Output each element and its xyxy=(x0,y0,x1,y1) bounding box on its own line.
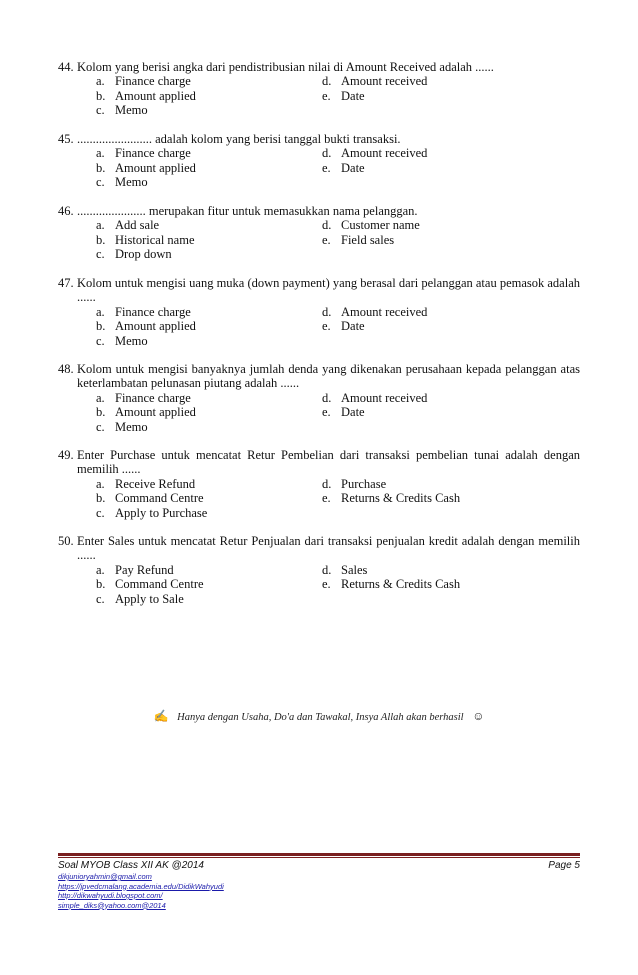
footer-link-academia[interactable]: https://jpvedcmalang.academia.edu/DidikWahyudi xyxy=(58,881,224,891)
option-c: c. Memo xyxy=(96,419,148,434)
option-a: a. Finance charge xyxy=(96,304,191,319)
option-d: d. Amount received xyxy=(322,146,428,161)
question-number: 47. xyxy=(58,276,74,290)
option-a: a. Finance charge xyxy=(96,146,191,161)
option-d: d. Customer name xyxy=(322,218,420,233)
option-b: b. Amount applied xyxy=(96,160,196,175)
footer-divider xyxy=(58,853,580,856)
question-number: 48. xyxy=(58,362,74,376)
answer-options xyxy=(96,218,580,261)
option-a: a. Finance charge xyxy=(96,390,191,405)
option-b: b. Amount applied xyxy=(96,88,196,103)
option-c: c. Memo xyxy=(96,103,148,118)
question-text: Kolom yang berisi angka dari pendistribusian nilai di Amount Received adalah ...... xyxy=(77,60,494,74)
option-c: c. Memo xyxy=(96,333,148,348)
option-d: d. Amount received xyxy=(322,304,428,319)
question-stem xyxy=(58,132,580,146)
question-stem xyxy=(58,534,580,563)
option-e: e. Date xyxy=(322,405,365,420)
question-46 xyxy=(58,204,580,262)
question-50 xyxy=(58,534,580,606)
answer-options xyxy=(96,74,580,117)
option-c: c. Memo xyxy=(96,175,148,190)
question-text: ........................ adalah kolom yang berisi tanggal bukti transaksi. xyxy=(77,132,401,146)
question-48 xyxy=(58,362,580,434)
question-45 xyxy=(58,132,580,190)
option-d: d. Purchase xyxy=(322,476,387,491)
question-stem xyxy=(58,276,580,305)
question-stem xyxy=(58,362,580,391)
option-e: e. Date xyxy=(322,319,365,334)
question-stem xyxy=(58,448,580,477)
answer-options xyxy=(96,146,580,189)
answer-options xyxy=(96,477,580,520)
question-number: 45. xyxy=(58,132,74,146)
option-c: c. Apply to Purchase xyxy=(96,505,208,520)
option-b: b. Amount applied xyxy=(96,405,196,420)
option-e: e. Date xyxy=(322,160,365,175)
question-number: 46. xyxy=(58,204,74,218)
question-text: ...................... merupakan fitur untuk memasukkan nama pelanggan. xyxy=(77,204,418,218)
closing-note xyxy=(0,709,638,724)
answer-options xyxy=(96,563,580,606)
option-b: b. Historical name xyxy=(96,232,195,247)
footer-link-email[interactable]: dikjunioryahmin@gmail.com xyxy=(58,872,152,881)
footer-divider-thin xyxy=(58,857,580,858)
footer-link-blog[interactable]: http://dikwahyudi.blogspot.com/ xyxy=(58,891,163,900)
question-text: Enter Purchase untuk mencatat Retur Pembelian dari transaksi pembelian tunai adalah dengan memilih ...... xyxy=(77,448,580,477)
question-number: 44. xyxy=(58,60,74,74)
question-number: 50. xyxy=(58,534,74,548)
option-b: b. Amount applied xyxy=(96,319,196,334)
question-text: Kolom untuk mengisi banyaknya jumlah denda yang dikenakan perusahaan kepada pelanggan atas keterlambatan pelunasan piutang adalah ...... xyxy=(77,362,580,391)
question-stem xyxy=(58,60,580,74)
footer-link-yahoo[interactable]: simple_diks@yahoo.com@2014 xyxy=(58,900,166,910)
option-a: a. Add sale xyxy=(96,218,160,233)
question-44 xyxy=(58,60,580,118)
option-c: c. Drop down xyxy=(96,247,172,262)
option-e: e. Returns & Credits Cash xyxy=(322,577,461,592)
question-49 xyxy=(58,448,580,520)
option-d: d. Amount received xyxy=(322,390,428,405)
option-c: c. Apply to Sale xyxy=(96,591,184,606)
question-47 xyxy=(58,276,580,348)
option-e: e. Date xyxy=(322,88,365,103)
question-text: Enter Sales untuk mencatat Retur Penjualan dari transaksi penjualan kredit adalah dengan memilih ...... xyxy=(77,534,580,563)
option-d: d. Sales xyxy=(322,562,368,577)
page-footer xyxy=(58,860,580,910)
smiley-icon: ☺ xyxy=(472,709,485,723)
option-e: e. Field sales xyxy=(322,232,395,247)
option-b: b. Command Centre xyxy=(96,577,204,592)
page-number: Page 5 xyxy=(548,860,580,871)
option-a: a. Pay Refund xyxy=(96,562,174,577)
question-text: Kolom untuk mengisi uang muka (down payment) yang berasal dari pelanggan atau pemasok adalah ...... xyxy=(77,276,580,305)
question-stem xyxy=(58,204,580,218)
option-d: d. Amount received xyxy=(322,74,428,89)
closing-note-text: Hanya dengan Usaha, Do'a dan Tawakal, Insya Allah akan berhasil xyxy=(177,712,464,723)
footer-title: Soal MYOB Class XII AK @2014 xyxy=(58,860,204,871)
question-number: 49. xyxy=(58,448,74,462)
answer-options xyxy=(96,391,580,434)
option-a: a. Finance charge xyxy=(96,74,191,89)
writing-hand-icon: ✍ xyxy=(153,709,169,723)
option-e: e. Returns & Credits Cash xyxy=(322,491,461,506)
answer-options xyxy=(96,305,580,348)
option-b: b. Command Centre xyxy=(96,491,204,506)
option-a: a. Receive Refund xyxy=(96,476,196,491)
